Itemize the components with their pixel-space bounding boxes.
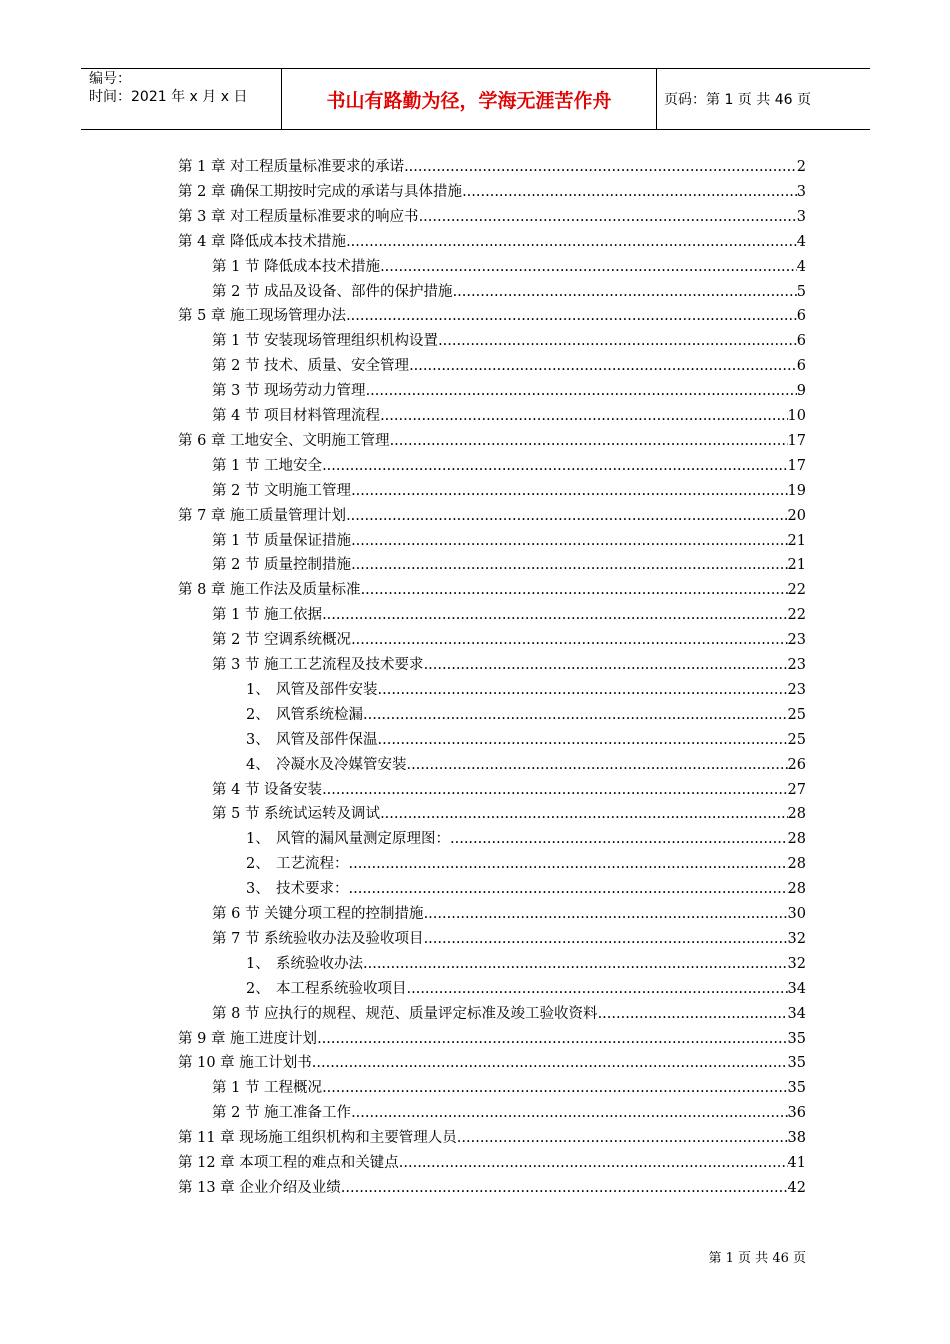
- toc-entry-title: 第 1 节 工地安全: [212, 457, 323, 474]
- toc-entry[interactable]: [212, 1101, 806, 1125]
- toc-dot-leader: [462, 180, 797, 204]
- toc-entry-page: 28: [787, 881, 806, 898]
- toc-dot-leader: [424, 653, 788, 677]
- toc-entry-title: 技术要求：: [276, 881, 349, 898]
- toc-entry-title: 第 1 节 施工依据: [212, 607, 323, 624]
- toc-dot-leader: [424, 927, 788, 951]
- toc-entry-number: 2、: [246, 856, 270, 873]
- toc-entry-page: 35: [787, 1030, 806, 1047]
- toc-entry-title: 风管及部件保温: [276, 731, 378, 748]
- toc-entry-title: 第 1 节 质量保证措施: [212, 532, 352, 549]
- toc-dot-leader: [349, 877, 788, 901]
- toc-entry[interactable]: [212, 329, 806, 353]
- toc-entry-number: 2、: [246, 706, 270, 723]
- toc-dot-leader: [317, 1027, 787, 1051]
- code-label: 编号：: [89, 71, 131, 87]
- toc-entry-page: 28: [787, 806, 806, 823]
- toc-entry[interactable]: [212, 280, 806, 304]
- toc-entry[interactable]: [178, 1051, 806, 1075]
- toc-entry-title: 第 8 节 应执行的规程、规范、质量评定标准及竣工验收资料: [212, 1005, 598, 1022]
- toc-dot-leader: [351, 628, 787, 652]
- toc-entry-page: 2: [796, 159, 806, 175]
- toc-entry-title: 第 6 章 工地安全、文明施工管理: [178, 432, 390, 449]
- toc-entry[interactable]: [212, 802, 806, 826]
- toc-entry-page: 4: [796, 258, 806, 275]
- toc-entry[interactable]: [212, 778, 806, 802]
- toc-dot-leader: [322, 778, 787, 802]
- toc-entry-page: 42: [787, 1179, 806, 1196]
- toc-entry-title: 第 13 章 企业介绍及业绩: [178, 1179, 341, 1196]
- toc-entry-title: 风管系统检漏: [276, 706, 363, 723]
- toc-dot-leader: [322, 454, 787, 478]
- header-motto: 书山有路勤为径，学海无涯苦作舟: [281, 69, 657, 129]
- toc-entry[interactable]: [212, 404, 806, 428]
- toc-entry-page: 10: [787, 408, 806, 424]
- toc-dot-leader: [399, 1151, 788, 1175]
- toc-entry-page: 6: [796, 333, 806, 350]
- header-page-info: 页码：第 1 页 共 46 页: [664, 92, 811, 108]
- toc-entry-title: 第 11 章 现场施工组织机构和主要管理人员: [178, 1130, 457, 1147]
- toc-entry-title: 风管及部件安装: [276, 681, 378, 698]
- toc-dot-leader: [366, 379, 797, 403]
- toc-entry-page: 6: [796, 308, 806, 325]
- toc-entry-title: 第 10 章 施工计划书: [178, 1055, 312, 1072]
- toc-entry-page: 30: [787, 906, 806, 922]
- toc-entry[interactable]: [178, 1176, 806, 1200]
- toc-entry-page: 3: [796, 208, 806, 225]
- toc-entry-page: 25: [787, 706, 806, 723]
- toc-entry-page: 21: [787, 532, 806, 549]
- toc-entry-page: 27: [787, 781, 806, 798]
- toc-entry-page: 23: [787, 632, 806, 649]
- toc-entry-title: 第 4 节 设备安装: [212, 781, 323, 798]
- toc-entry-title: 第 4 节 项目材料管理流程: [212, 408, 381, 424]
- toc-entry[interactable]: [212, 902, 806, 926]
- toc-entry[interactable]: [246, 952, 806, 976]
- toc-entry-page: 22: [787, 607, 806, 624]
- toc-entry[interactable]: [212, 479, 806, 503]
- toc-entry[interactable]: [212, 628, 806, 652]
- toc-entry-title: 第 2 节 成品及设备、部件的保护措施: [212, 283, 453, 300]
- toc-entry-title: 第 2 节 技术、质量、安全管理: [212, 358, 410, 375]
- toc-entry-title: 工艺流程：: [276, 856, 349, 873]
- toc-dot-leader: [380, 255, 797, 279]
- toc-entry[interactable]: [212, 1002, 806, 1026]
- toc-entry[interactable]: [212, 379, 806, 403]
- toc-dot-leader: [341, 1176, 788, 1200]
- toc-entry[interactable]: [212, 1076, 806, 1100]
- toc-entry-title: 第 5 章 施工现场管理办法: [178, 308, 347, 325]
- header-meta: [81, 69, 281, 129]
- toc-dot-leader: [598, 1002, 788, 1026]
- toc-entry-title: 第 8 章 施工作法及质量标准: [178, 582, 361, 599]
- toc-dot-leader: [438, 329, 797, 353]
- toc-dot-leader: [322, 603, 787, 627]
- toc-entry[interactable]: [178, 230, 806, 254]
- toc-entry-page: 28: [787, 831, 806, 848]
- toc-entry-title: 冷凝水及冷媒管安装: [276, 756, 407, 773]
- toc-entry[interactable]: [178, 1027, 806, 1051]
- toc-entry[interactable]: [246, 827, 806, 851]
- toc-entry-page: 32: [787, 930, 806, 947]
- toc-entry-page: 23: [787, 657, 806, 673]
- toc-entry[interactable]: [178, 578, 806, 602]
- toc-dot-leader: [351, 529, 787, 553]
- toc-dot-leader: [380, 404, 787, 428]
- toc-entry[interactable]: [212, 603, 806, 627]
- toc-dot-leader: [457, 1126, 788, 1150]
- toc-entry-title: 第 12 章 本项工程的难点和关键点: [178, 1155, 399, 1171]
- toc-entry-title: 第 2 节 空调系统概况: [212, 632, 352, 649]
- toc-entry-number: 1、: [246, 681, 270, 698]
- toc-entry[interactable]: [246, 753, 806, 777]
- toc-dot-leader: [380, 802, 787, 826]
- toc-entry-title: 第 9 章 施工进度计划: [178, 1030, 318, 1047]
- toc-entry-page: 4: [796, 233, 806, 250]
- toc-entry[interactable]: [246, 852, 806, 876]
- toc-entry-title: 第 1 节 安装现场管理组织机构设置: [212, 333, 439, 350]
- toc-entry-number: 3、: [246, 731, 270, 748]
- toc-dot-leader: [407, 977, 788, 1001]
- toc-entry-title: 第 2 节 施工准备工作: [212, 1105, 352, 1122]
- toc-entry-page: 36: [787, 1105, 806, 1122]
- toc-entry[interactable]: [246, 977, 806, 1001]
- toc-entry[interactable]: [246, 877, 806, 901]
- toc-entry[interactable]: [212, 927, 806, 951]
- toc-dot-leader: [346, 504, 787, 528]
- toc-entry-number: 4、: [246, 756, 270, 773]
- toc-entry-title: 系统验收办法: [276, 955, 363, 972]
- toc-entry[interactable]: [178, 1126, 806, 1150]
- toc-entry-page: 32: [787, 955, 806, 972]
- toc-entry-page: 22: [787, 582, 806, 599]
- toc-entry-page: 5: [796, 283, 806, 300]
- toc-entry-page: 35: [787, 1080, 806, 1097]
- toc-dot-leader: [363, 703, 788, 727]
- toc-entry-page: 34: [787, 1005, 806, 1022]
- toc-dot-leader: [407, 753, 788, 777]
- toc-entry[interactable]: [178, 429, 806, 453]
- toc-dot-leader: [346, 304, 797, 328]
- toc-entry[interactable]: [212, 653, 806, 677]
- toc-entry[interactable]: [212, 553, 806, 577]
- toc-entry[interactable]: [178, 1151, 806, 1175]
- toc-dot-leader: [419, 205, 797, 229]
- toc-entry-page: 19: [787, 482, 806, 499]
- toc-entry[interactable]: [178, 155, 806, 179]
- toc-entry-page: 20: [787, 507, 806, 524]
- toc-dot-leader: [378, 728, 788, 752]
- toc-entry-page: 41: [787, 1155, 806, 1171]
- toc-entry-title: 第 3 章 对工程质量标准要求的响应书: [178, 208, 419, 225]
- toc-entry[interactable]: [246, 703, 806, 727]
- toc-dot-leader: [409, 354, 797, 378]
- toc-dot-leader: [404, 155, 797, 179]
- toc-dot-leader: [361, 578, 788, 602]
- toc-entry-title: 第 5 节 系统试运转及调试: [212, 806, 381, 823]
- toc-entry-title: 第 2 章 确保工期按时完成的承诺与具体措施: [178, 183, 463, 200]
- toc-entry[interactable]: [212, 255, 806, 279]
- toc-entry-title: 第 6 节 关键分项工程的控制措施: [212, 906, 424, 922]
- toc-entry-page: 17: [787, 432, 806, 449]
- toc-entry[interactable]: [212, 529, 806, 553]
- toc-dot-leader: [351, 479, 787, 503]
- toc-entry-page: 34: [787, 980, 806, 997]
- toc-entry[interactable]: [246, 728, 806, 752]
- toc-entry-page: 26: [787, 756, 806, 773]
- toc-entry-number: 1、: [246, 955, 270, 972]
- toc-dot-leader: [378, 678, 788, 702]
- toc-entry-page: 28: [787, 856, 806, 873]
- toc-entry-title: 第 4 章 降低成本技术措施: [178, 233, 347, 250]
- toc-entry-page: 23: [787, 681, 806, 698]
- toc-dot-leader: [346, 230, 797, 254]
- toc-entry[interactable]: [178, 504, 806, 528]
- toc-entry-page: 9: [796, 383, 806, 400]
- toc-entry-title: 风管的漏风量测定原理图：: [276, 831, 450, 848]
- toc-entry-page: 3: [796, 183, 806, 200]
- toc-entry-number: 2、: [246, 980, 270, 997]
- toc-dot-leader: [312, 1051, 788, 1075]
- toc-entry[interactable]: [212, 354, 806, 378]
- toc-dot-leader: [450, 827, 788, 851]
- toc-entry-number: 3、: [246, 881, 270, 898]
- toc-entry-page: 6: [796, 358, 806, 375]
- toc-entry-number: 1、: [246, 831, 270, 848]
- toc-entry[interactable]: [246, 678, 806, 702]
- toc-entry[interactable]: [178, 180, 806, 204]
- toc-dot-leader: [351, 1101, 787, 1125]
- toc-entry-title: 第 2 节 质量控制措施: [212, 557, 352, 574]
- toc-entry-title: 第 3 节 施工工艺流程及技术要求: [212, 657, 424, 673]
- toc-entry[interactable]: [212, 454, 806, 478]
- toc-dot-leader: [351, 553, 787, 577]
- toc-entry-title: 第 1 节 工程概况: [212, 1080, 323, 1097]
- toc-entry-title: 第 2 节 文明施工管理: [212, 482, 352, 499]
- toc-dot-leader: [453, 280, 797, 304]
- toc-dot-leader: [349, 852, 788, 876]
- toc-entry[interactable]: [178, 205, 806, 229]
- toc-entry[interactable]: [178, 304, 806, 328]
- toc-dot-leader: [390, 429, 788, 453]
- footer-page-info: 第 1 页 共 46 页: [708, 1251, 806, 1266]
- toc-entry-title: 第 7 章 施工质量管理计划: [178, 507, 347, 524]
- toc-entry-page: 35: [787, 1055, 806, 1072]
- toc-entry-title: 第 3 节 现场劳动力管理: [212, 383, 366, 400]
- toc-entry-title: 本工程系统验收项目: [276, 980, 407, 997]
- time-label: 时间：2021 年 x 月 x 日: [89, 89, 248, 105]
- toc-dot-leader: [363, 952, 788, 976]
- toc-dot-leader: [322, 1076, 787, 1100]
- page-header: [81, 68, 870, 130]
- toc-entry-page: 38: [787, 1130, 806, 1147]
- toc-entry-title: 第 1 章 对工程质量标准要求的承诺: [178, 159, 405, 175]
- toc-entry-page: 21: [787, 557, 806, 574]
- toc-entry-page: 25: [787, 731, 806, 748]
- toc-entry-page: 17: [787, 457, 806, 474]
- toc-entry-title: 第 7 节 系统验收办法及验收项目: [212, 930, 424, 947]
- toc-dot-leader: [424, 902, 788, 926]
- toc-entry-title: 第 1 节 降低成本技术措施: [212, 258, 381, 275]
